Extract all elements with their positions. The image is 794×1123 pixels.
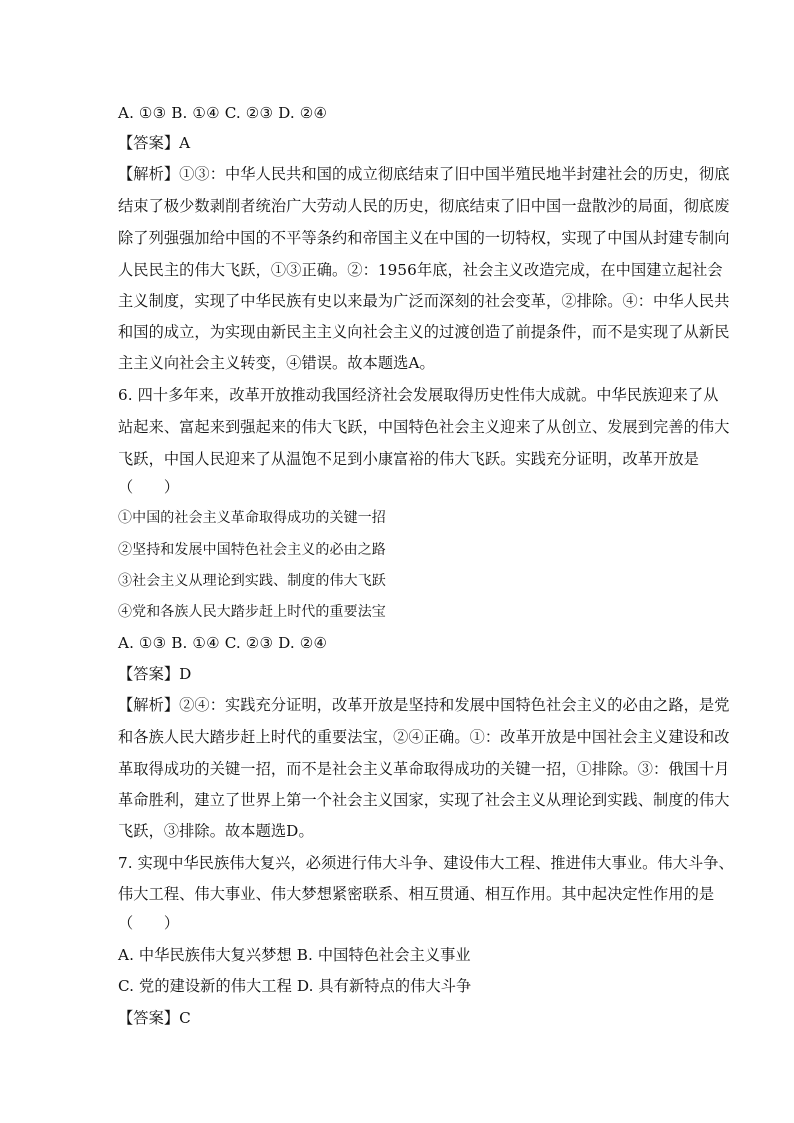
q6-options: A. ①③ B. ①④ C. ②③ D. ②④ xyxy=(118,634,328,652)
q5-options: A. ①③ B. ①④ C. ②③ D. ②④ xyxy=(118,104,328,122)
q7-options-ab: A. 中华民族伟大复兴梦想 B. 中国特色社会主义事业 xyxy=(118,946,471,964)
q5-analysis-line: 【解析】①③：中华人民共和国的成立彻底结束了旧中国半殖民地半封建社会的历史，彻底 xyxy=(118,165,730,183)
q6-stem-line: 飞跃，中国人民迎来了从温饱不足到小康富裕的伟大飞跃。实践充分证明，改革开放是 xyxy=(118,450,699,468)
q7-blank: （ ） xyxy=(118,914,180,932)
q5-analysis-line: 主主义向社会主义转变，④错误。故本题选A。 xyxy=(118,354,435,372)
q6-blank: （ ） xyxy=(118,478,180,496)
q6-answer: 【答案】D xyxy=(118,665,192,683)
q6-statement: ④党和各族人民大踏步赶上时代的重要法宝 xyxy=(118,604,386,620)
q6-statement: ③社会主义从理论到实践、制度的伟大飞跃 xyxy=(118,573,386,589)
q6-analysis-line: 和各族人民大踏步赶上时代的重要法宝，②④正确。①：改革开放是中国社会主义建设和改 xyxy=(118,728,730,746)
q6-statement: ②坚持和发展中国特色社会主义的必由之路 xyxy=(118,542,386,558)
q6-stem-line: 6. 四十多年来，改革开放推动我国经济社会发展取得历史性伟大成就。中华民族迎来了从 xyxy=(118,386,719,404)
q6-analysis-line: 飞跃，③排除。故本题选D。 xyxy=(118,822,314,840)
q7-options-cd: C. 党的建设新的伟大工程 D. 具有新特点的伟大斗争 xyxy=(118,977,472,995)
q6-analysis-line: 【解析】②④：实践充分证明，改革开放是坚持和发展中国特色社会主义的必由之路，是党 xyxy=(118,696,730,714)
q5-answer: 【答案】A xyxy=(118,134,191,152)
q6-stem-line: 站起来、富起来到强起来的伟大飞跃，中国特色社会主义迎来了从创立、发展到完善的伟大 xyxy=(118,418,730,436)
q6-analysis-line: 革取得成功的关键一招，而不是社会主义革命取得成功的关键一招，①排除。③：俄国十月 xyxy=(118,760,730,778)
q5-analysis-line: 和国的成立，为实现由新民主主义向社会主义的过渡创造了前提条件，而不是实现了从新民 xyxy=(118,323,730,341)
q6-analysis-line: 革命胜利，建立了世界上第一个社会主义国家，实现了社会主义从理论到实践、制度的伟大 xyxy=(118,791,730,809)
q5-analysis-line: 除了列强强加给中国的不平等条约和帝国主义在中国的一切特权，实现了中国从封建专制向 xyxy=(118,229,730,247)
q6-statement: ①中国的社会主义革命取得成功的关键一招 xyxy=(118,510,386,526)
q7-answer: 【答案】C xyxy=(118,1009,191,1027)
q5-analysis-line: 主义制度，实现了中华民族有史以来最为广泛而深刻的社会变革，②排除。④：中华人民共 xyxy=(118,292,730,310)
q7-stem-line: 7. 实现中华民族伟大复兴，必须进行伟大斗争、建设伟大工程、推进伟大事业。伟大斗争、 xyxy=(118,854,734,872)
q7-stem-line: 伟大工程、伟大事业、伟大梦想紧密联系、相互贯通、相互作用。其中起决定性作用的是 xyxy=(118,885,715,903)
q5-analysis-line: 人民民主的伟大飞跃，①③正确。②：1956年底，社会主义改造完成，在中国建立起社会 xyxy=(118,261,723,279)
q5-analysis-line: 结束了极少数剥削者统治广大劳动人民的历史，彻底结束了旧中国一盘散沙的局面，彻底废 xyxy=(118,197,730,215)
